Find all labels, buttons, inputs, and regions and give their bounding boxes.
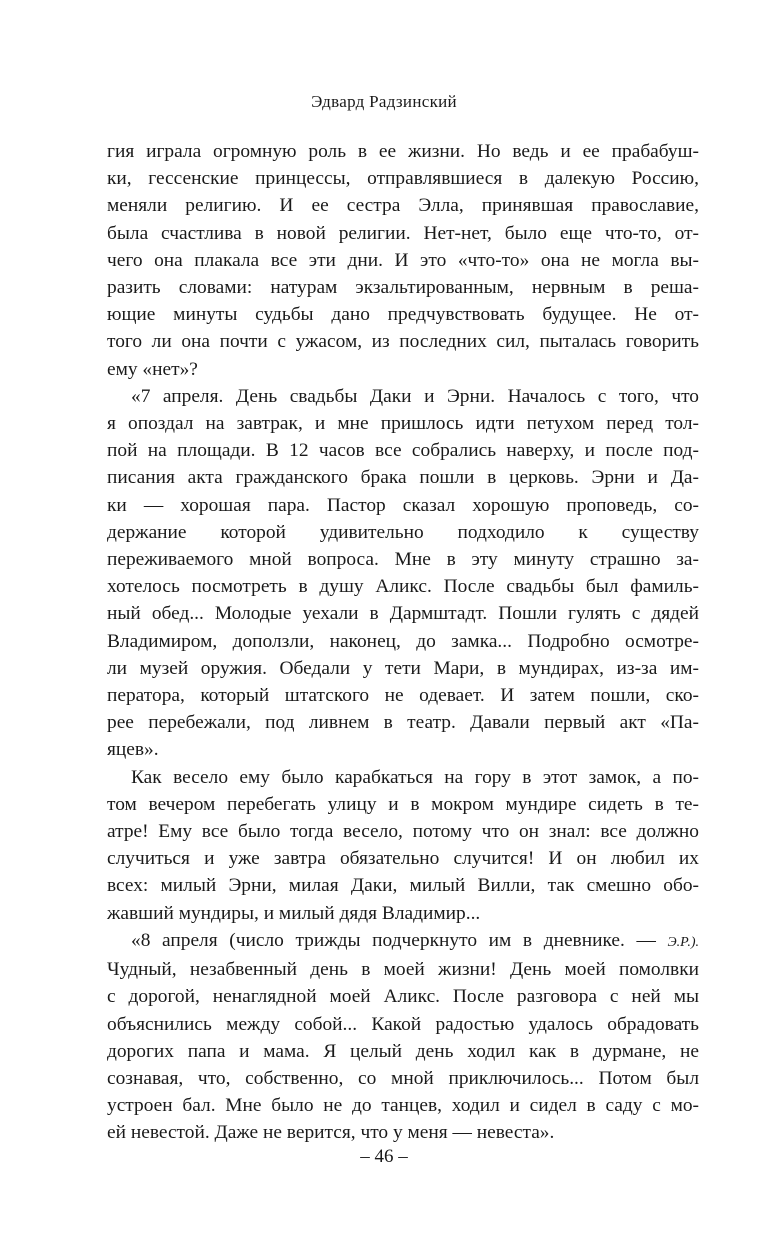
- author-initials: Э.Р.).: [667, 934, 699, 950]
- text-line: «7 апреля. День свадьбы Даки и Эрни. Началось с того, что: [131, 385, 699, 407]
- paragraph: [107, 138, 699, 383]
- text-line: Чудный, незабвенный день в моей жизни! День моей помолвки: [107, 959, 699, 981]
- paragraph: [107, 764, 699, 927]
- text-line: том вечером перебегать улицу и в мокром мундире сидеть в те-: [107, 793, 699, 815]
- text-line: [107, 927, 699, 956]
- text-line: яцев».: [107, 739, 159, 761]
- text-line: гия играла огромную роль в ее жизни. Но ведь и ее прабабуш-: [107, 141, 699, 162]
- text-line: дорогих папа и мама. Я целый день ходил как в дурмане, не: [107, 1040, 699, 1062]
- text-line: объяснились между собой... Какой радостью удалось обрадовать: [107, 1013, 699, 1035]
- body-text: [107, 138, 699, 1147]
- text-line: держание которой удивительно подходило к существу: [107, 521, 699, 543]
- text-line: ей невестой. Даже не верится, что у меня — невеста».: [107, 1122, 555, 1144]
- text-line: ющие минуты судьбы дано предчувствовать будущее. Не от-: [107, 304, 699, 326]
- text-line: устроен бал. Мне было не до танцев, ходил и сидел в саду с мо-: [107, 1095, 699, 1117]
- text-line: Владимиром, доползли, наконец, до замка... Подробно осмотре-: [107, 630, 699, 652]
- text-line: того ли она почти с ужасом, из последних сил, пыталась говорить: [107, 331, 699, 353]
- text-line: хотелось посмотреть в душу Аликс. После свадьбы был фамиль-: [107, 576, 699, 598]
- paragraph: [107, 383, 699, 764]
- text-line: сознавая, что, собственно, со мной приключилось... Потом был: [107, 1067, 699, 1089]
- text-line: ки, гессенские принцессы, отправлявшиеся в далекую Россию,: [107, 168, 699, 190]
- text-line: с дорогой, ненаглядной моей Аликс. После разговора с ней мы: [107, 986, 699, 1008]
- text-line: случиться и уже завтра обязательно случится! И он любил их: [107, 848, 699, 870]
- text-line: пой на площади. В 12 часов все собрались наверху, и после под-: [107, 440, 699, 462]
- text-line: всех: милый Эрни, милая Даки, милый Вилли, так смешно обо-: [107, 875, 699, 897]
- text-line: разить словами: натурам экзальтированным, нервным в реша-: [107, 277, 699, 299]
- text-line: ператора, который штатского не одевает. И затем пошли, ско-: [107, 685, 699, 707]
- text-line: чего она плакала все эти дни. И это «что-то» она не могла вы-: [107, 249, 699, 271]
- text-line: ли музей оружия. Обедали у тети Мари, в мундирах, из-за им-: [107, 657, 699, 679]
- text-line: переживаемого мной вопроса. Мне в эту минуту страшно за-: [107, 549, 699, 571]
- text-line: жавший мундиры, и милый дядя Владимир...: [107, 902, 481, 924]
- running-head: Эдвард Радзинский: [311, 92, 457, 111]
- text-line: ный обед... Молодые уехали в Дармштадт. Пошли гулять с дядей: [107, 603, 699, 625]
- text-line: рее перебежали, под ливнем в театр. Давали первый акт «Па-: [107, 712, 699, 734]
- text-span: «8 апреля (число трижды подчеркнуто им в дневнике. —: [131, 929, 668, 951]
- text-line: писания акта гражданского брака пошли в церковь. Эрни и Да-: [107, 467, 699, 489]
- text-line: ему «нет»?: [107, 358, 198, 380]
- paragraph: [107, 927, 699, 1147]
- text-line: меняли религию. И ее сестра Элла, принявшая православие,: [107, 195, 699, 217]
- text-line: атре! Ему все было тогда весело, потому что он знал: все должно: [107, 821, 699, 843]
- page-number: – 46 –: [360, 1146, 408, 1167]
- text-line: ки — хорошая пара. Пастор сказал хорошую проповедь, со-: [107, 494, 699, 516]
- text-line: Как весело ему было карабкаться на гору в этот замок, а по-: [131, 766, 699, 788]
- text-line: я опоздал на завтрак, и мне пришлось идти петухом перед тол-: [107, 413, 699, 435]
- text-line: была счастлива в новой религии. Нет-нет, было еще что-то, от-: [107, 222, 699, 244]
